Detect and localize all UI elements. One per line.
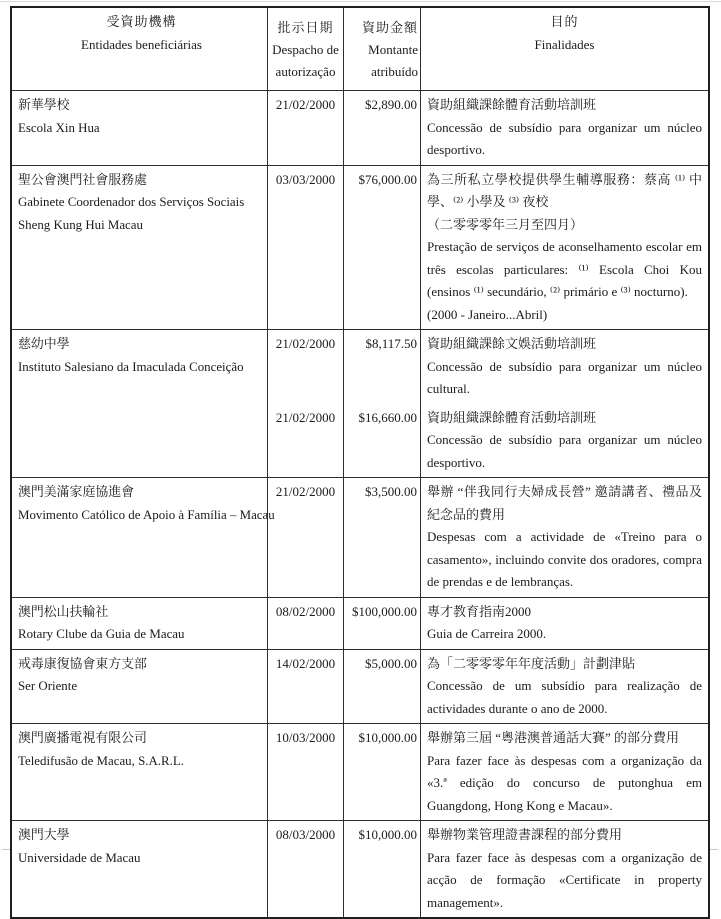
subsidy-entry (267, 598, 708, 649)
purpose-paragraph: Concessão de um subsídio para realização de actividades durante o ano de 2000. (427, 678, 702, 716)
header-cell-amount (343, 8, 420, 90)
purpose-paragraph: 資助組織課餘文娛活動培訓班 (427, 336, 597, 351)
entity-line: Ser Oriente (18, 679, 78, 693)
entity-line: 慈幼中學 (18, 337, 70, 351)
entity-line: Escola Xin Hua (18, 120, 100, 135)
header-entity-zh: 受資助機構 (106, 14, 177, 29)
amount-cell: $76,000.00 (343, 166, 420, 330)
subsidy-table (10, 6, 710, 919)
entity-line: Teledifusão de Macau, S.A.R.L. (18, 753, 184, 768)
purpose-cell (420, 650, 708, 724)
purpose-paragraph: 資助組織課餘體育活動培訓班 (427, 409, 597, 425)
purpose-paragraph: 資助組織課餘體育活動培訓班 (427, 97, 597, 112)
row-entries (267, 91, 708, 165)
entity-line: Instituto Salesiano da Imaculada Conceição (18, 359, 244, 374)
entity-line: 澳門大學 (18, 828, 70, 842)
purpose-cell (420, 724, 708, 820)
table-body (12, 90, 708, 917)
amount-cell: $10,000.00 (343, 724, 420, 820)
table-row (12, 90, 708, 165)
date-cell: 21/02/2000 (267, 330, 343, 404)
table-header (12, 8, 708, 90)
amount-cell: $16,660.00 (343, 404, 420, 478)
header-cell-date (267, 8, 343, 90)
header-cell-entity (12, 8, 267, 90)
entity-line: 澳門美滿家庭協進會 (18, 485, 135, 499)
amount-cell: $8,117.50 (343, 330, 420, 404)
entity-line: 新華學校 (18, 98, 70, 112)
subsidy-entry (267, 404, 708, 478)
subsidy-entry (267, 821, 708, 917)
entity-line: Sheng Kung Hui Macau (18, 217, 143, 232)
purpose-cell (420, 478, 708, 597)
purpose-cell (420, 91, 708, 165)
purpose-paragraph: Despesas com a actividade de «Treino para o casamento», incluindo convite dos oradores, compra de prendas e de lembranças. (427, 529, 702, 589)
purpose-paragraph: Concessão de subsídio para organizar um núcleo desportivo. (427, 119, 702, 157)
entity-cell (12, 821, 267, 917)
page-edge-line-top (0, 1, 721, 2)
entity-cell (12, 330, 267, 477)
date-cell: 21/02/2000 (267, 478, 343, 597)
header-cell-purpose (420, 8, 708, 90)
entity-line: Rotary Clube da Guia de Macau (18, 627, 185, 641)
purpose-cell (420, 404, 708, 478)
amount-cell: $2,890.00 (343, 91, 420, 165)
purpose-cell (420, 821, 708, 917)
row-entries (267, 478, 708, 597)
purpose-paragraph: 舉辦物業管理證書課程的部分費用 (427, 827, 623, 842)
purpose-paragraph: 舉辦第三屆 “粵港澳普通話大賽” 的部分費用 (427, 730, 680, 745)
purpose-cell (420, 166, 708, 330)
subsidy-entry (267, 166, 708, 330)
entity-line: 澳門廣播電視有限公司 (18, 731, 147, 745)
header-date-zh: 批示日期 (277, 20, 334, 35)
subsidy-entry (267, 478, 708, 597)
subsidy-entry (267, 650, 708, 724)
entity-cell (12, 91, 267, 165)
entity-cell (12, 478, 275, 597)
entity-cell (12, 598, 267, 649)
table-row (12, 597, 708, 649)
purpose-paragraph: 舉辦 “伴我同行夫婦成長營” 邀請講者、禮品及紀念品的費用 (427, 484, 702, 522)
table-row (12, 329, 708, 477)
purpose-paragraph: Guia de Carreira 2000. (427, 626, 547, 641)
header-entity-pt: Entidades beneficiárias (81, 36, 202, 52)
purpose-paragraph: Para fazer face às despesas com a organização de acção de formação «Certificate in property management». (427, 849, 702, 910)
amount-cell: $10,000.00 (343, 821, 420, 917)
table-row (12, 649, 708, 724)
date-cell: 10/03/2000 (267, 724, 343, 820)
date-cell: 08/02/2000 (267, 598, 343, 649)
header-amount-pt: Montante atribuído (368, 42, 418, 79)
header-amount-zh: 資助金額 (361, 20, 418, 35)
header-purpose-zh: 目的 (550, 14, 579, 29)
row-entries (267, 821, 708, 917)
entity-cell (12, 724, 267, 820)
table-row (12, 820, 708, 917)
purpose-paragraph: 專才教育指南2000 (427, 603, 532, 619)
entity-line: Movimento Católico de Apoio à Família – Macau (18, 507, 275, 522)
row-entries (267, 650, 708, 724)
header-purpose-pt: Finalidades (534, 36, 595, 52)
purpose-paragraph: （二零零零年三月至四月） (427, 216, 584, 232)
amount-cell: $100,000.00 (343, 598, 420, 649)
entity-line: 聖公會澳門社會服務處 (18, 172, 147, 187)
purpose-paragraph: Concessão de subsídio para organizar um núcleo desportivo. (427, 432, 702, 470)
table-row (12, 165, 708, 330)
amount-cell: $3,500.00 (343, 478, 420, 597)
header-date-pt: Despacho de autorização (272, 42, 339, 79)
purpose-paragraph: 為「二零零零年年度活動」計劃津貼 (427, 655, 636, 671)
purpose-paragraph: 為三所私立學校提供學生輔導服務：蔡高 ⁽¹⁾ 中學、⁽²⁾ 小學及 ⁽³⁾ 夜校 (427, 171, 702, 209)
row-entries (267, 166, 708, 330)
subsidy-entry (267, 91, 708, 165)
entity-line: Universidade de Macau (18, 850, 141, 865)
purpose-paragraph: Prestação de serviços de aconselhamento escolar em três escolas particulares: ⁽¹⁾ Escola Choi Kou (ensinos ⁽¹⁾ secundário, ⁽²⁾ primário e ⁽³⁾ nocturno). (427, 239, 702, 299)
purpose-paragraph: Para fazer face às despesas com a organização da «3.ª edição do concurso de putonghua em Guangdong, Hong Kong e Macau». (427, 752, 702, 813)
date-cell: 21/02/2000 (267, 404, 343, 478)
entity-line: 澳門松山扶輪社 (18, 604, 109, 619)
row-entries (267, 598, 708, 649)
purpose-cell (420, 598, 708, 649)
date-cell: 03/03/2000 (267, 166, 343, 330)
date-cell: 21/02/2000 (267, 91, 343, 165)
row-entries (267, 330, 708, 477)
entity-cell (12, 166, 267, 330)
subsidy-entry (267, 724, 708, 820)
date-cell: 08/03/2000 (267, 821, 343, 917)
purpose-paragraph: Concessão de subsídio para organizar um núcleo cultural. (427, 358, 702, 396)
table-row (12, 723, 708, 820)
purpose-paragraph: (2000 - Janeiro...Abril) (427, 306, 548, 322)
entity-line: Gabinete Coordenador dos Serviços Sociais (18, 195, 245, 209)
purpose-cell (420, 330, 708, 404)
entity-line: 戒毒康復協會東方支部 (18, 656, 147, 671)
subsidy-entry (267, 330, 708, 404)
entity-cell (12, 650, 267, 724)
row-entries (267, 724, 708, 820)
date-cell: 14/02/2000 (267, 650, 343, 724)
amount-cell: $5,000.00 (343, 650, 420, 724)
table-row (12, 477, 708, 597)
